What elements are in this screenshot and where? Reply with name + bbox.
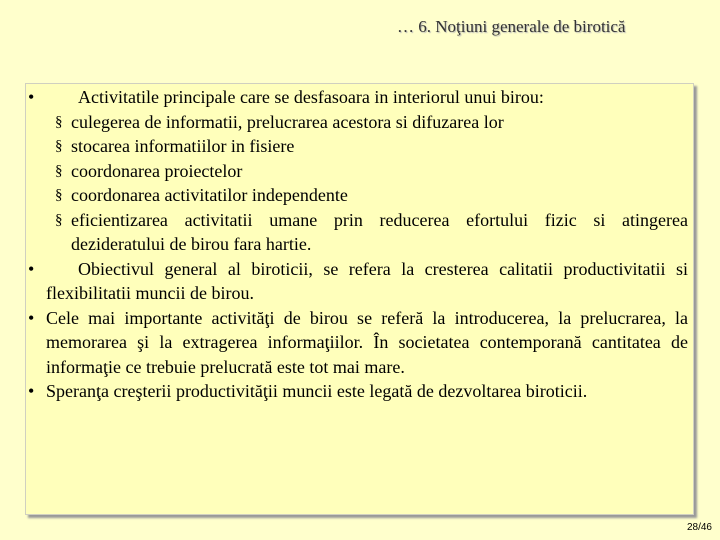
bullet-item	[28, 257, 688, 306]
bullet-icon: •	[28, 307, 35, 328]
square-bullet-icon: §	[55, 187, 63, 203]
page-number: 28/46	[686, 522, 712, 533]
bullet-text: Obiectivul general al biroticii, se refera la cresterea calitatii productivitatii si flexibilitatii muncii de birou.	[46, 258, 688, 303]
sub-bullet-item: § culegerea de informatii, prelucrarea acestora si difuzarea lor	[55, 110, 688, 135]
square-bullet-icon: §	[55, 162, 63, 179]
square-bullet-icon: §	[55, 211, 63, 228]
bullet-item	[28, 379, 688, 404]
bullet-icon: •	[28, 258, 35, 279]
bullet-text: Cele mai importante activităţi de birou se referă la introducerea, la prelucrarea, la memorarea şi la extragerea informaţiilor. În societatea contemporană cantitatea de informaţie ce trebuie prelucrată este tot mai mare.	[46, 307, 688, 377]
bullet-icon: •	[28, 381, 35, 401]
bullet-text: Activitatile principale care se desfasoara in interiorul unui birou:	[78, 87, 544, 107]
sub-bullet-item: § stocarea informatiilor in fisiere	[55, 134, 688, 159]
bullet-text: Speranţa creşterii productivităţii muncii este legată de dezvoltarea biroticii.	[46, 381, 588, 401]
square-bullet-icon: §	[55, 113, 63, 130]
sub-bullet-list	[55, 110, 688, 257]
bullet-item	[28, 85, 700, 110]
sub-bullet-item: § coordonarea proiectelor	[55, 159, 688, 184]
bullet-item	[28, 306, 688, 380]
sub-bullet-item: § eficientizarea activitatii umane prin reducerea efortului fizic si atingerea dezideratului de birou fara hartie.	[55, 209, 688, 254]
sub-bullet-item: § coordonarea activitatilor independente	[55, 183, 688, 208]
square-bullet-icon: §	[55, 138, 63, 154]
bullet-list	[0, 85, 700, 404]
bullet-icon: •	[28, 87, 35, 107]
page-title: … 6. Noţiuni generale de birotică	[397, 17, 626, 36]
